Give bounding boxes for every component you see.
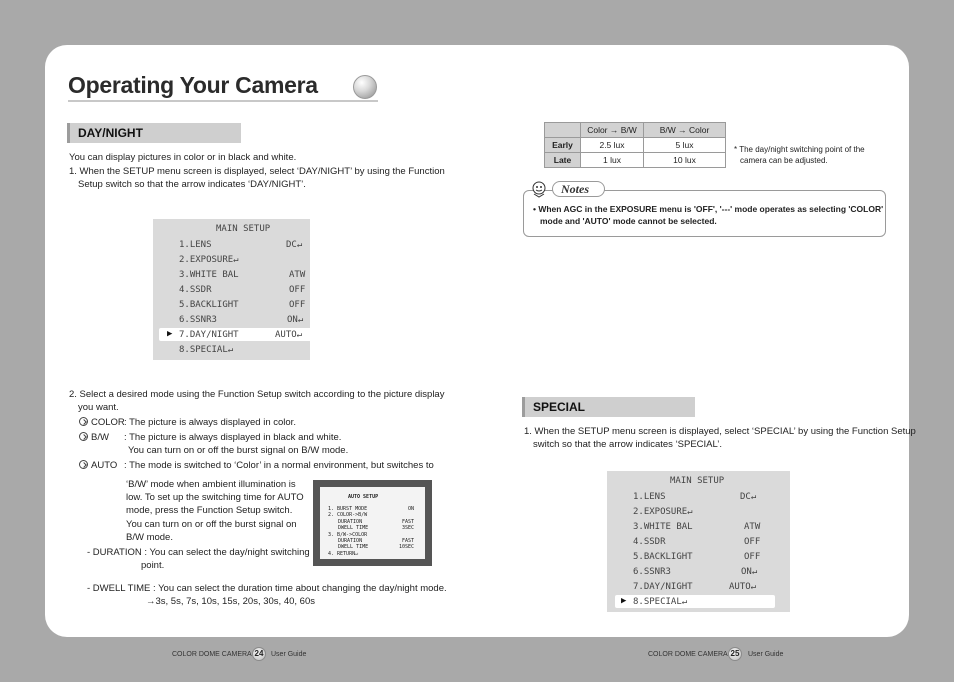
circle-arrow-icon	[79, 417, 88, 426]
auto-setup-label: 1. BURST MODE	[328, 506, 368, 512]
osd-item-label: 1.LENS	[179, 240, 212, 250]
osd-item-value: AUTO↵	[729, 582, 757, 592]
step2-text-cont: you want.	[78, 402, 119, 413]
osd-item-label: 3.WHITE BAL	[633, 522, 693, 532]
dwell-text: - DWELL TIME : You can select the duration time about changing the day/night mode.	[87, 583, 447, 594]
osd-item-value: ATW	[289, 270, 306, 280]
auto-setup-label: 3. B/W->COLOR	[328, 532, 368, 538]
osd-item-label: 2.EXPOSURE↵	[179, 255, 239, 265]
auto-setup-value: 3SEC	[402, 525, 415, 531]
table-header: Color → B/W	[581, 123, 644, 138]
osd-item-label: 6.SSNR3	[179, 315, 217, 325]
auto-cont-line: ‘B/W’ mode when ambient illumination is	[126, 479, 296, 490]
step2-text: 2. Select a desired mode using the Function Setup switch according to the picture display	[69, 389, 445, 400]
table-corner	[545, 123, 581, 138]
title-divider	[68, 100, 378, 102]
auto-setup-label: 4. RETURN↵	[328, 551, 359, 557]
auto-setup-value: FAST	[402, 519, 415, 525]
auto-cont-line: low. To set up the switching time for AUTO	[126, 492, 304, 503]
footer-product: COLOR DOME CAMERA	[172, 651, 252, 658]
table-cell: 5 lux	[644, 138, 726, 153]
osd-item-value: ON↵	[741, 567, 758, 577]
mode-color-label: COLOR	[91, 417, 125, 428]
mode-auto-label: AUTO	[91, 460, 118, 471]
intro-text: You can display pictures in color or in black and white.	[69, 152, 297, 163]
osd-item-value: ON↵	[287, 315, 304, 325]
auto-setup-header: AUTO SETUP	[348, 494, 379, 500]
footer-guide: User Guide	[748, 651, 784, 658]
dwell-options: →3s, 5s, 7s, 10s, 15s, 20s, 30s, 40, 60s	[146, 596, 315, 607]
auto-setup-label: DWELL TIME	[338, 525, 369, 531]
table-cell: 2.5 lux	[581, 138, 644, 153]
notes-text-cont: mode and 'AUTO' mode cannot be selected.	[540, 216, 717, 226]
switching-point-table	[544, 122, 726, 168]
osd-item-label: 5.BACKLIGHT	[179, 300, 239, 310]
mode-bw	[79, 431, 109, 445]
table-row-label: Late	[545, 153, 581, 168]
circle-arrow-icon	[79, 432, 88, 441]
section-heading-special: SPECIAL	[522, 397, 695, 417]
footer-product: COLOR DOME CAMERA	[648, 651, 728, 658]
osd-item-label: 6.SSNR3	[633, 567, 671, 577]
table-header: B/W → Color	[644, 123, 726, 138]
auto-setup-value: FAST	[402, 538, 415, 544]
mode-auto	[79, 459, 117, 473]
table-cell: 10 lux	[644, 153, 726, 168]
footer-guide: User Guide	[271, 651, 307, 658]
osd-header: MAIN SETUP	[216, 224, 271, 234]
title-bullet-icon	[353, 75, 377, 99]
auto-setup-label: DWELL TIME	[338, 544, 369, 550]
osd-item-value: OFF	[744, 552, 761, 562]
notes-mascot-icon	[531, 180, 549, 198]
osd-auto-setup	[313, 480, 432, 566]
mode-color	[79, 416, 125, 430]
auto-setup-label: DURATION	[338, 519, 363, 525]
osd-item-label: 1.LENS	[633, 492, 666, 502]
osd-item-value: DC↵	[740, 492, 757, 502]
mode-auto-desc: : The mode is switched to ‘Color’ in a normal environment, but switches to	[124, 460, 434, 471]
table-row-label: Early	[545, 138, 581, 153]
table-footnote: * The day/night switching point of the	[734, 145, 865, 154]
auto-setup-value: ON	[408, 506, 415, 512]
osd-item-label: 8.SPECIAL↵	[179, 345, 234, 355]
osd-item-label: 7.DAY/NIGHT	[179, 330, 239, 340]
duration-text-cont: point.	[141, 560, 165, 571]
auto-cont-line: You can turn on or off the burst signal on	[126, 519, 297, 530]
special-step1-text: 1. When the SETUP menu screen is displayed, select ‘SPECIAL’ by using the Function Setup	[524, 426, 916, 437]
step1-text: 1. When the SETUP menu screen is displayed, select ‘DAY/NIGHT’ by using the Function	[69, 166, 445, 177]
osd-cursor-arrow-icon: ▶	[167, 329, 173, 339]
osd-item-value: OFF	[289, 300, 306, 310]
table-cell: 1 lux	[581, 153, 644, 168]
mode-bw-desc: : The picture is always displayed in black and white.	[124, 432, 342, 443]
duration-text: - DURATION : You can select the day/night switching	[87, 547, 310, 558]
section-heading-day-night: DAY/NIGHT	[67, 123, 241, 143]
osd-main-setup-right	[607, 471, 790, 612]
page-title: Operating Your Camera	[68, 72, 318, 98]
osd-item-label: 7.DAY/NIGHT	[633, 582, 693, 592]
page-number-badge: 25	[728, 647, 742, 661]
notes-text: • When AGC in the EXPOSURE menu is 'OFF', '---' mode operates as selecting 'COLOR'	[533, 204, 884, 214]
osd-item-label: 2.EXPOSURE↵	[633, 507, 693, 517]
osd-item-label: 5.BACKLIGHT	[633, 552, 693, 562]
auto-setup-label: 2. COLOR->B/W	[328, 512, 368, 518]
osd-header: MAIN SETUP	[670, 476, 725, 486]
mode-bw-desc-cont: You can turn on or off the burst signal on B/W mode.	[128, 445, 349, 456]
special-step1-text-cont: switch so that the arrow indicates ‘SPECIAL’.	[533, 439, 723, 450]
osd-item-value: OFF	[744, 537, 761, 547]
osd-item-value: ATW	[744, 522, 761, 532]
osd-item-label: 3.WHITE BAL	[179, 270, 239, 280]
circle-arrow-icon	[79, 460, 88, 469]
osd-item-label: 4.SSDR	[633, 537, 666, 547]
page-number-badge: 24	[252, 647, 266, 661]
auto-setup-value: 10SEC	[399, 544, 415, 550]
notes-title: Notes	[552, 181, 605, 197]
osd-item-value: DC↵	[286, 240, 303, 250]
osd-item-value: AUTO↵	[275, 330, 303, 340]
osd-item-label: 8.SPECIAL↵	[633, 597, 688, 607]
auto-setup-label: DURATION	[338, 538, 363, 544]
osd-cursor-arrow-icon: ▶	[621, 596, 627, 606]
step1-text-cont: Setup switch so that the arrow indicates ‘DAY/NIGHT’.	[78, 179, 306, 190]
table-footnote-cont: camera can be adjusted.	[740, 156, 828, 165]
osd-main-setup-left	[153, 219, 310, 360]
mode-color-desc: : The picture is always displayed in color.	[124, 417, 296, 428]
mode-bw-label: B/W	[91, 432, 109, 443]
osd-item-value: OFF	[289, 285, 306, 295]
auto-cont-line: B/W mode.	[126, 532, 173, 543]
osd-item-label: 4.SSDR	[179, 285, 212, 295]
auto-cont-line: mode, press the Function Setup switch.	[126, 505, 293, 516]
